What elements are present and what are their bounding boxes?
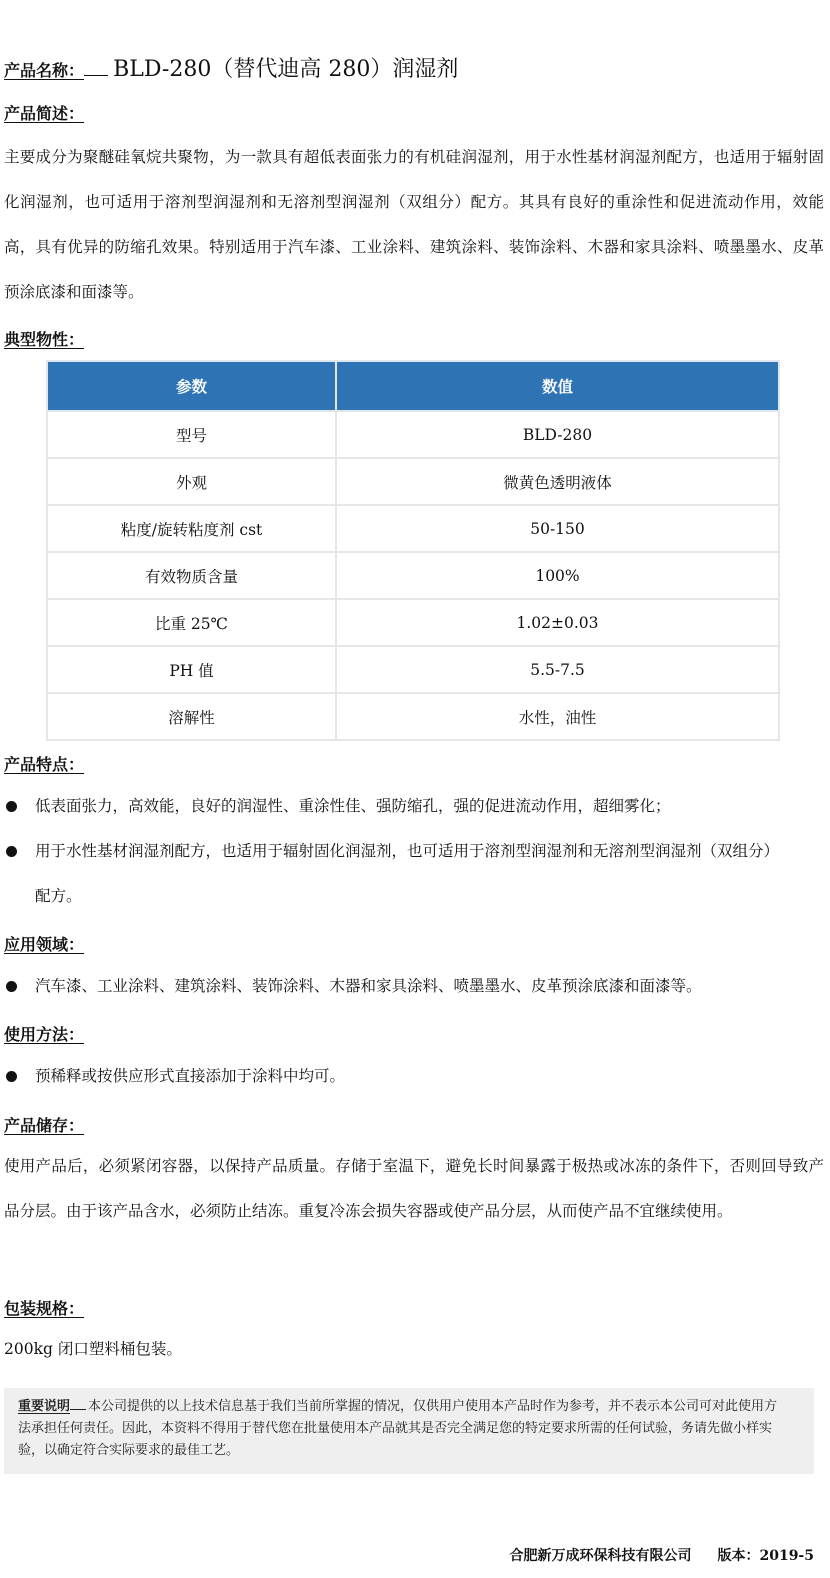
table-cell: 粘度/旋转粘度剂 cst	[47, 505, 336, 552]
bullet-icon	[6, 846, 17, 857]
packaging-heading: 包装规格：	[4, 1299, 85, 1318]
product-name: BLD-280（替代迪高 280）润湿剂	[113, 57, 459, 82]
packaging-text: 200kg 闭口塑料桶包装。	[4, 1340, 182, 1358]
table-row	[47, 646, 779, 693]
properties-table	[46, 360, 780, 741]
table-cell: 100%	[336, 552, 779, 599]
list-item	[4, 964, 824, 1009]
footer	[500, 1529, 814, 1565]
storage-heading: 产品储存：	[4, 1116, 85, 1135]
table-row	[47, 411, 779, 458]
table-cell: 5.5-7.5	[336, 646, 779, 693]
footer-version: 版本：2019-5	[717, 1548, 814, 1564]
table-header-row	[47, 361, 779, 411]
table-row	[47, 505, 779, 552]
features-heading: 产品特点：	[4, 755, 85, 774]
column-header-value: 数值	[336, 361, 779, 411]
usage-text: 预稀释或按供应形式直接添加于涂料中均可。	[35, 1067, 346, 1085]
table-cell: 外观	[47, 458, 336, 505]
list-item	[4, 829, 794, 919]
column-header-parameter: 参数	[47, 361, 336, 411]
applications-heading: 应用领域：	[4, 935, 85, 954]
important-notice	[4, 1388, 814, 1474]
application-text: 汽车漆、工业涂料、建筑涂料、装饰涂料、木器和家具涂料、喷墨墨水、皮革预涂底漆和面漆等。	[35, 977, 702, 995]
description-heading: 产品简述：	[4, 104, 85, 123]
table-cell: 50-150	[336, 505, 779, 552]
properties-heading: 典型物性：	[4, 330, 85, 349]
list-item	[4, 1054, 824, 1099]
table-cell: 微黄色透明液体	[336, 458, 779, 505]
list-item	[4, 784, 824, 829]
notice-label: 重要说明	[18, 1399, 71, 1414]
bullet-icon	[6, 1071, 17, 1082]
feature-text: 用于水性基材润湿剂配方，也适用于辐射固化润湿剂，也可适用于溶剂型润湿剂和无溶剂型润湿剂（双组分）配方。	[35, 842, 780, 905]
table-row	[47, 552, 779, 599]
table-cell: 比重 25℃	[47, 599, 336, 646]
table-row	[47, 599, 779, 646]
notice-text: 本公司提供的以上技术信息基于我们当前所掌握的情况，仅供用户使用本产品时作为参考，并不表示本公司可对此使用方法承担任何责任。因此，本资料不得用于替代您在批量使用本产品就其是否完全满足您的特定要求所需的任何试验，务请先做小样实验，以确定符合实际要求的最佳工艺。	[18, 1399, 778, 1458]
table-cell: 型号	[47, 411, 336, 458]
product-name-label: 产品名称：	[4, 61, 85, 80]
description-text: 主要成分为聚醚硅氧烷共聚物，为一款具有超低表面张力的有机硅润湿剂，用于水性基材润湿剂配方，也适用于辐射固化润湿剂，也可适用于溶剂型润湿剂和无溶剂型润湿剂（双组分）配方。其具有良好的重涂性和促进流动作用，效能高，具有优异的防缩孔效果。特别适用于汽车漆、工业涂料、建筑涂料、装饰涂料、木器和家具涂料、喷墨墨水、皮革预涂底漆和面漆等。	[4, 148, 824, 301]
table-cell: 水性，油性	[336, 693, 779, 740]
table-row	[47, 458, 779, 505]
table-cell: BLD-280	[336, 411, 779, 458]
footer-company: 合肥新万成环保科技有限公司	[509, 1548, 692, 1564]
table-cell: 有效物质含量	[47, 552, 336, 599]
storage-text: 使用产品后，必须紧闭容器，以保持产品质量。存储于室温下，避免长时间暴露于极热或冰冻的条件下，否则回导致产品分层。由于该产品含水，必须防止结冻。重复冷冻会损失容器或使产品分层，从而使产品不宜继续使用。	[4, 1157, 824, 1220]
table-cell: 溶解性	[47, 693, 336, 740]
table-cell: PH 值	[47, 646, 336, 693]
notice-paragraph	[18, 1396, 788, 1462]
feature-text: 低表面张力，高效能，良好的润湿性、重涂性佳、强防缩孔，强的促进流动作用，超细雾化；	[35, 797, 671, 815]
usage-heading: 使用方法：	[4, 1025, 85, 1044]
product-title	[4, 52, 458, 83]
table-row	[47, 693, 779, 740]
table-cell: 1.02±0.03	[336, 599, 779, 646]
bullet-icon	[6, 981, 17, 992]
bullet-icon	[6, 801, 17, 812]
